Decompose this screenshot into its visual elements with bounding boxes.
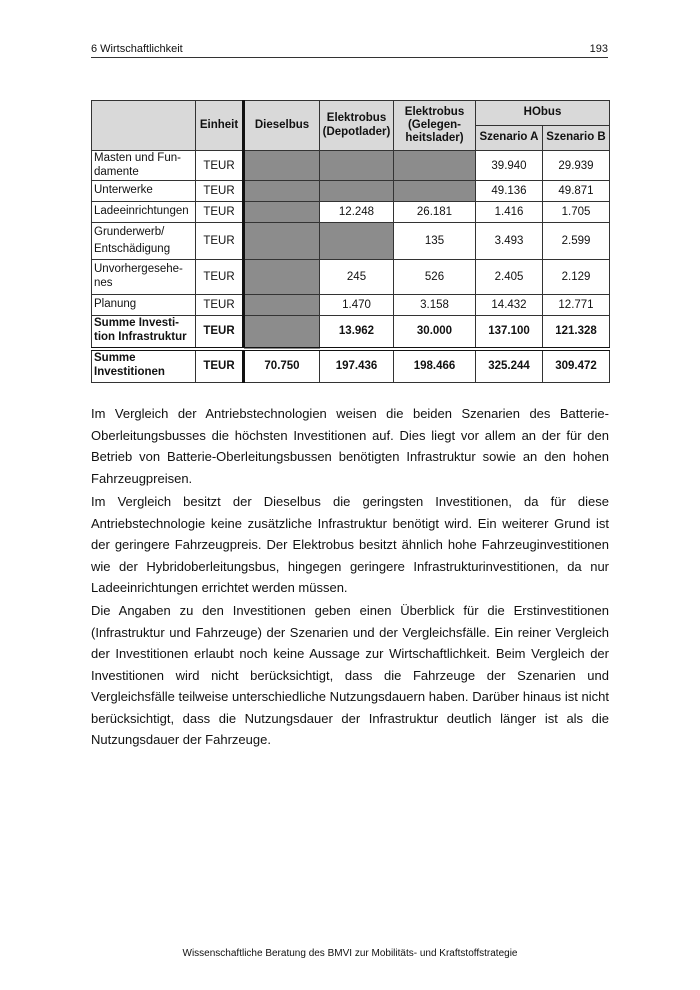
empty-cell [320, 181, 394, 202]
value-cell: 121.328 [543, 316, 610, 349]
value-cell: 198.466 [394, 349, 476, 383]
value-cell: 137.100 [476, 316, 543, 349]
empty-cell [244, 151, 320, 181]
col-header-elektrobus-gelegenheitslader: Elektrobus (Gelegen-heitslader) [394, 101, 476, 151]
empty-cell [244, 202, 320, 223]
col-header-elektrobus-depotlader: Elektrobus (Depotlader) [320, 101, 394, 151]
row-label: Masten und Fun-damente [92, 151, 196, 181]
unit-cell: TEUR [196, 349, 244, 383]
table-row [92, 151, 610, 181]
unit-cell: TEUR [196, 202, 244, 223]
unit-cell: TEUR [196, 151, 244, 181]
value-cell: 309.472 [543, 349, 610, 383]
running-header-chapter: 6 Wirtschaftlichkeit [91, 43, 183, 55]
value-cell: 12.248 [320, 202, 394, 223]
row-label: Unvorhergesehe-nes [92, 260, 196, 295]
table-row [92, 223, 610, 260]
table-row [92, 181, 610, 202]
unit-cell: TEUR [196, 181, 244, 202]
page-number: 193 [589, 43, 608, 55]
value-cell: 14.432 [476, 295, 543, 316]
subtotal-row [92, 316, 610, 349]
empty-cell [244, 181, 320, 202]
empty-cell [244, 295, 320, 316]
header-rule [91, 57, 608, 58]
empty-cell [244, 223, 320, 260]
empty-cell [320, 223, 394, 260]
value-cell: 2.405 [476, 260, 543, 295]
row-label: Summe Investi-tion Infrastruktur [92, 316, 196, 349]
table-row [92, 260, 610, 295]
value-cell: 325.244 [476, 349, 543, 383]
empty-cell [244, 316, 320, 349]
value-cell: 1.705 [543, 202, 610, 223]
value-cell: 29.939 [543, 151, 610, 181]
empty-cell [244, 260, 320, 295]
col-header-szenario-b: Szenario B [543, 126, 610, 151]
unit-cell: TEUR [196, 223, 244, 260]
investment-table [91, 100, 610, 383]
corner-cell [92, 101, 196, 151]
col-header-szenario-a: Szenario A [476, 126, 543, 151]
col-header-dieselbus: Dieselbus [244, 101, 320, 151]
row-label: Planung [92, 295, 196, 316]
value-cell: 39.940 [476, 151, 543, 181]
value-cell: 1.470 [320, 295, 394, 316]
row-label: Ladeeinrichtungen [92, 202, 196, 223]
value-cell: 49.136 [476, 181, 543, 202]
value-cell: 3.493 [476, 223, 543, 260]
value-cell: 197.436 [320, 349, 394, 383]
empty-cell [320, 151, 394, 181]
row-label: Unterwerke [92, 181, 196, 202]
value-cell: 49.871 [543, 181, 610, 202]
value-cell: 26.181 [394, 202, 476, 223]
unit-cell: TEUR [196, 316, 244, 349]
value-cell: 526 [394, 260, 476, 295]
empty-cell [394, 151, 476, 181]
page-footer: Wissenschaftliche Beratung des BMVI zur Mobilitäts- und Kraftstoffstrategie [182, 948, 518, 959]
unit-cell: TEUR [196, 295, 244, 316]
value-cell: 135 [394, 223, 476, 260]
value-cell: 13.962 [320, 316, 394, 349]
value-cell: 1.416 [476, 202, 543, 223]
value-cell: 70.750 [244, 349, 320, 383]
col-header-hobus: HObus [476, 101, 610, 126]
row-label: Summe Investitionen [92, 349, 196, 383]
value-cell: 30.000 [394, 316, 476, 349]
value-cell: 12.771 [543, 295, 610, 316]
value-cell: 2.599 [543, 223, 610, 260]
empty-cell [394, 181, 476, 202]
table-row [92, 202, 610, 223]
value-cell: 245 [320, 260, 394, 295]
total-row [92, 349, 610, 383]
value-cell: 3.158 [394, 295, 476, 316]
row-label: Grunderwerb/ Entschädigung [92, 223, 196, 260]
table-row [92, 295, 610, 316]
body-paragraph: Im Vergleich der Antriebstechnologien weisen die beiden Szenarien des Batterie-Oberleitungsbusses die höchsten Investitionen auf. Dies liegt vor allem an der für den Betrieb von Batterie-Oberleitungsbussen benötigten Infrastruktur sowie an den hohen Fahrzeugpreisen. [91, 406, 609, 486]
body-paragraph: Die Angaben zu den Investitionen geben einen Überblick für die Erstinvestitionen (Infrastruktur und Fahrzeuge) der Szenarien und der Vergleichsfälle. Ein reiner Vergleich der Investitionen erlaubt noch keine Aussage zur Wirtschaftlichkeit. Beim Vergleich der Investitionen wird nicht berücksichtigt, dass die Fahrzeuge der Szenarien und Vergleichsfälle teilweise unterschiedliche Nutzungsdauern haben. Darüber hinaus ist nicht berücksichtigt, dass die Nutzungsdauer der Infrastruktur deutlich länger ist als die Nutzungsdauer der Fahrzeuge. [91, 603, 609, 747]
unit-cell: TEUR [196, 260, 244, 295]
value-cell: 2.129 [543, 260, 610, 295]
body-paragraph: Im Vergleich besitzt der Dieselbus die geringsten Investitionen, da für diese Antriebstechnologie keine zusätzliche Infrastruktur benötigt wird. Ein weiterer Grund ist der geringere Fahrzeugpreis. Der Elektrobus besitzt ähnlich hohe Fahrzeuginvestitionen wie der Hybridoberleitungsbus, hingegen geringere Infrastrukturinvestitionen, da nur Ladeeinrichtungen errichtet werden müssen. [91, 494, 609, 595]
col-header-einheit: Einheit [196, 101, 244, 151]
